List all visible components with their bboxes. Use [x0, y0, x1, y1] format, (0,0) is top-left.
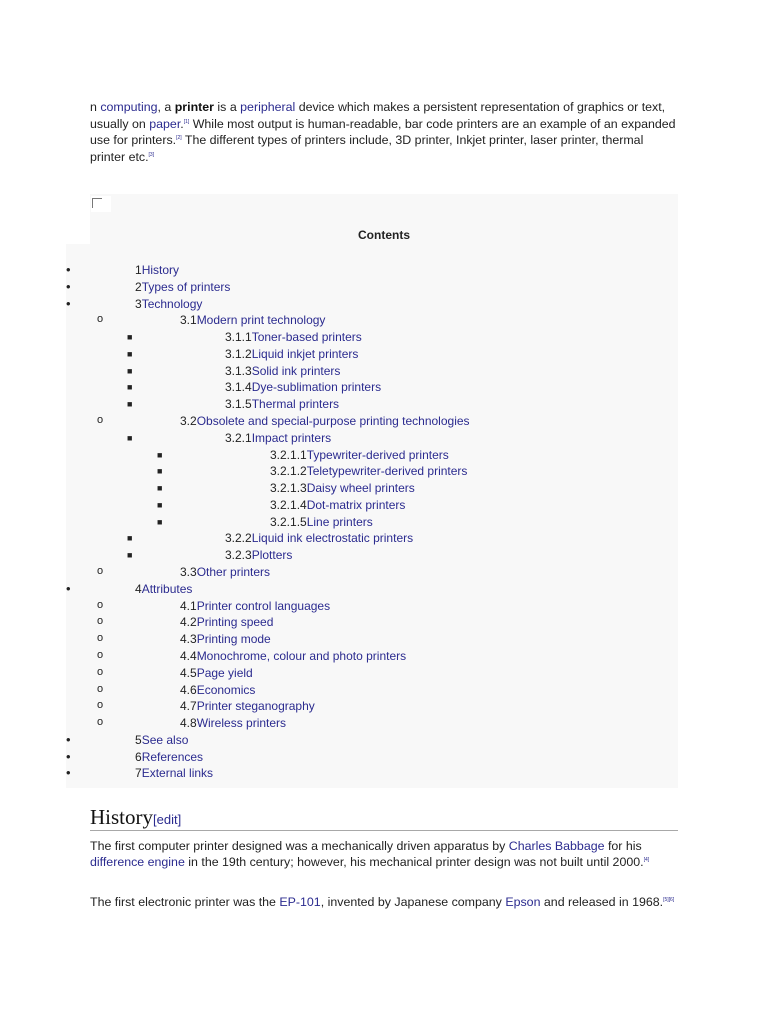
- paragraph-text: The first computer printer designed was a mechanically driven apparatus by: [90, 839, 509, 853]
- reference-link[interactable]: [1]: [183, 118, 190, 125]
- toc-bullet-icon: ■: [157, 516, 163, 527]
- toc-entry[interactable]: [225, 329, 362, 345]
- paragraph-text: , invented by Japanese company: [320, 895, 506, 909]
- toc-bullet-icon: o: [97, 414, 104, 427]
- toc-number: 3.1.1: [225, 330, 252, 345]
- toc-bullet-icon: ■: [127, 365, 133, 376]
- toc-link[interactable]: Thermal printers: [251, 397, 340, 412]
- toc-link[interactable]: Solid ink printers: [251, 363, 341, 378]
- toc-number: 3.1.3: [225, 363, 252, 378]
- toc-bullet-icon: ■: [157, 466, 163, 477]
- paragraph-text: and released in 1968.: [540, 895, 664, 909]
- toc-item[interactable]: [0, 430, 700, 446]
- toc-link[interactable]: References: [141, 749, 204, 764]
- toc-item[interactable]: [0, 413, 700, 429]
- paragraph-text: in the 19th century; however, his mechanical printer design was not built until 2000.: [184, 855, 644, 869]
- toc-item[interactable]: [0, 447, 700, 463]
- peripheral-link[interactable]: peripheral: [240, 100, 296, 114]
- ep-101-link[interactable]: EP-101: [279, 895, 321, 909]
- toc-item[interactable]: [0, 665, 700, 681]
- toc-entry[interactable]: [180, 665, 253, 681]
- toc-number: 3.2.1.5: [270, 514, 307, 529]
- history-paragraph-2: [90, 894, 680, 910]
- toc-bullet-icon: ■: [127, 432, 133, 443]
- toc-number: 4.5: [180, 665, 197, 680]
- toc-link[interactable]: Line printers: [306, 514, 373, 529]
- toc-link[interactable]: Plotters: [251, 548, 293, 563]
- toc-bullet-icon: ■: [127, 399, 133, 410]
- toc-bullet-icon: o: [97, 682, 104, 695]
- toc-number: 3.1.5: [225, 397, 252, 412]
- toc-link[interactable]: Typewriter-derived printers: [306, 447, 449, 462]
- toc-item[interactable]: [0, 581, 700, 597]
- toc-entry[interactable]: [270, 514, 373, 530]
- toc-bullet-icon: o: [97, 565, 104, 578]
- toc-number: 2: [135, 279, 142, 294]
- epson-link[interactable]: Epson: [505, 895, 541, 909]
- toc-number: 3.2.1.1: [270, 447, 307, 462]
- toc-item[interactable]: [0, 547, 700, 563]
- reference-link[interactable]: [5][6]: [663, 897, 675, 903]
- toc-entry[interactable]: [180, 564, 270, 580]
- toc-entry[interactable]: [270, 480, 415, 496]
- toc-number: 3.2.1.4: [270, 497, 307, 512]
- toc-number: 3.1: [180, 313, 197, 328]
- toc-link[interactable]: Obsolete and special-purpose printing technologies: [196, 414, 470, 429]
- toc-entry[interactable]: [225, 379, 381, 395]
- toc-link[interactable]: Liquid ink electrostatic printers: [251, 531, 414, 546]
- intro-paragraph: [90, 99, 680, 165]
- toc-entry[interactable]: [225, 396, 339, 412]
- toc-number: 3.1.2: [225, 346, 252, 361]
- toc-item[interactable]: [0, 312, 700, 328]
- toc-item[interactable]: [0, 279, 700, 295]
- toc-number: 3.2: [180, 414, 197, 429]
- toc-item[interactable]: [0, 396, 700, 412]
- reference-link[interactable]: [4]: [643, 857, 650, 863]
- toc-entry[interactable]: [270, 497, 405, 513]
- toc-bullet-icon: •: [66, 278, 71, 294]
- toc-link[interactable]: Attributes: [141, 581, 193, 596]
- toc-bullet-icon: o: [97, 632, 104, 645]
- toc-bullet-icon: •: [66, 748, 71, 764]
- toc-item[interactable]: [0, 765, 700, 781]
- toc-item[interactable]: [0, 363, 700, 379]
- toc-entry[interactable]: [225, 547, 292, 563]
- intro-text: .: [180, 116, 184, 131]
- toc-entry[interactable]: [180, 598, 330, 614]
- toc-entry[interactable]: [270, 463, 467, 479]
- charles-babbage-link[interactable]: Charles Babbage: [508, 839, 605, 853]
- toc-link[interactable]: Other printers: [196, 565, 271, 580]
- toc-number: 4.1: [180, 598, 197, 613]
- toc-link[interactable]: Printer control languages: [196, 598, 331, 613]
- toc-bullet-icon: o: [97, 313, 104, 326]
- toc-number: 4.6: [180, 682, 197, 697]
- toc-item[interactable]: [0, 682, 700, 698]
- toc-link[interactable]: Dot-matrix printers: [306, 497, 406, 512]
- toc-link[interactable]: History: [141, 263, 180, 277]
- toc-number: 3.3: [180, 565, 197, 580]
- toc-number: 5: [135, 732, 142, 747]
- toc-item[interactable]: [0, 329, 700, 345]
- reference-link[interactable]: [2]: [176, 135, 182, 141]
- toc-item[interactable]: [0, 631, 700, 647]
- intro-text: , a: [157, 100, 175, 114]
- toc-bullet-icon: •: [66, 765, 71, 781]
- toc-bullet-icon: •: [66, 731, 71, 747]
- toc-entry[interactable]: [135, 279, 230, 295]
- toc-number: 6: [135, 749, 142, 764]
- toc-number: 3.2.2: [225, 531, 252, 546]
- toc-number: 4.8: [180, 716, 197, 731]
- toc-link[interactable]: Types of printers: [141, 279, 231, 294]
- toc-item[interactable]: [0, 379, 700, 395]
- toc-item[interactable]: [0, 480, 700, 496]
- toc-number: 4.4: [180, 648, 197, 663]
- toc-link[interactable]: Liquid inkjet printers: [251, 346, 359, 361]
- toc-item[interactable]: [0, 530, 700, 546]
- toc-entry[interactable]: [225, 363, 340, 379]
- toc-toggle-checkbox[interactable]: [91, 196, 111, 212]
- paragraph-text: for his: [604, 839, 642, 853]
- toc-bullet-icon: o: [97, 699, 104, 712]
- toc-link[interactable]: Dye-sublimation printers: [251, 380, 382, 395]
- toc-link[interactable]: See also: [141, 732, 189, 747]
- history-paragraph-1: [90, 838, 680, 870]
- intro-text: The different types of printers include, 3D printer, Inkjet printer, laser printer, thermal printer etc.: [90, 133, 644, 164]
- toc-entry[interactable]: [180, 413, 470, 429]
- toc-entry[interactable]: [225, 530, 413, 546]
- toc-item[interactable]: [0, 346, 700, 362]
- toc-item[interactable]: [0, 564, 700, 580]
- paragraph-text: The first electronic printer was the: [90, 895, 280, 909]
- toc-entry[interactable]: [135, 296, 202, 312]
- toc-number: 4.3: [180, 632, 197, 647]
- toc-bullet-icon: ■: [127, 348, 133, 359]
- toc-link[interactable]: Wireless printers: [196, 716, 287, 731]
- toc-entry[interactable]: [135, 262, 179, 278]
- toc-item[interactable]: [0, 715, 700, 731]
- toc-bullet-icon: ■: [157, 483, 163, 494]
- toc-bullet-icon: ■: [157, 499, 163, 510]
- toc-entry[interactable]: [135, 732, 188, 748]
- toc-bullet-icon: o: [97, 648, 104, 661]
- toc-bullet-icon: o: [97, 598, 104, 611]
- toc-bullet-icon: •: [66, 580, 71, 596]
- toc-number: 4: [135, 581, 142, 596]
- toc-bullet-icon: •: [66, 262, 71, 277]
- toc-number: 7: [135, 766, 142, 781]
- toc-bullet-icon: ■: [157, 449, 163, 460]
- toc-number: 3.2.1: [225, 430, 252, 445]
- toc-bullet-icon: ■: [127, 550, 133, 561]
- toc-title: Contents: [358, 228, 410, 242]
- toc-entry[interactable]: [180, 648, 406, 664]
- toc-number: 3.2.3: [225, 548, 252, 563]
- intro-text: n: [90, 100, 101, 114]
- toc-entry[interactable]: [180, 312, 325, 328]
- difference-engine-link[interactable]: difference engine: [90, 855, 185, 869]
- toc-entry[interactable]: [225, 430, 331, 446]
- toc-bullet-icon: o: [97, 665, 104, 678]
- toc-link[interactable]: Toner-based printers: [251, 330, 362, 345]
- toc-number: 3.1.4: [225, 380, 252, 395]
- toc-item[interactable]: [0, 614, 700, 630]
- toc-link[interactable]: Impact printers: [251, 430, 332, 445]
- toc-entry[interactable]: [180, 614, 273, 630]
- toc-bullet-icon: o: [97, 615, 104, 628]
- toc-link[interactable]: Technology: [141, 296, 203, 311]
- toc-link[interactable]: Printer steganography: [196, 699, 315, 714]
- toc-link[interactable]: External links: [141, 766, 214, 781]
- toc-item[interactable]: [0, 749, 700, 765]
- toc-bullet-icon: ■: [127, 382, 133, 393]
- toc-number: 3.2.1.3: [270, 481, 307, 496]
- toc-entry[interactable]: [180, 698, 315, 714]
- toc-link[interactable]: Daisy wheel printers: [306, 481, 415, 496]
- computing-link[interactable]: computing: [100, 100, 158, 114]
- toc-item[interactable]: [0, 698, 700, 714]
- toc-item[interactable]: [0, 514, 700, 530]
- paper-link[interactable]: paper: [149, 116, 181, 131]
- toc-item[interactable]: [0, 648, 700, 664]
- toc-link[interactable]: Economics: [196, 682, 256, 697]
- toc-link[interactable]: Printing speed: [196, 615, 274, 630]
- toc-item[interactable]: [0, 598, 700, 614]
- toc-link[interactable]: Monochrome, colour and photo printers: [196, 648, 407, 663]
- toc-link[interactable]: Printing mode: [196, 632, 271, 647]
- toc-entry[interactable]: [135, 765, 213, 781]
- toc-bullet-icon: ■: [127, 332, 133, 343]
- toc-item[interactable]: [0, 262, 700, 278]
- toc-entry[interactable]: [180, 715, 286, 731]
- toc-item[interactable]: [0, 732, 700, 748]
- reference-link[interactable]: [3]: [148, 151, 155, 158]
- toc-number: 3: [135, 296, 142, 311]
- toc-entry[interactable]: [180, 631, 271, 647]
- toc-number: 4.7: [180, 699, 197, 714]
- toc-entry[interactable]: [135, 749, 203, 765]
- intro-text: device which makes a persistent representation of graphics or text, usually on: [90, 100, 666, 131]
- toc-bullet-icon: o: [97, 716, 104, 729]
- toc-entry[interactable]: [270, 447, 449, 463]
- toc-item[interactable]: [0, 463, 700, 479]
- toc-bullet-icon: ■: [127, 533, 133, 544]
- printer-bold-term: printer: [174, 100, 214, 114]
- toc-number: 3.2.1.2: [270, 464, 307, 479]
- toc-item[interactable]: [0, 296, 700, 312]
- toc-entry[interactable]: [135, 581, 192, 597]
- toc-item[interactable]: [0, 497, 700, 513]
- toc-number: 4.2: [180, 615, 197, 630]
- toc-number: 1: [135, 263, 142, 277]
- toc-bullet-icon: •: [66, 295, 71, 311]
- toc-link[interactable]: Modern print technology: [196, 313, 326, 328]
- intro-text: While most output is human-readable, bar code printers are an example of an expanded use for printers.: [90, 116, 676, 147]
- history-heading-text: History: [90, 805, 153, 829]
- intro-text: is a: [213, 100, 241, 114]
- toc-link[interactable]: Teletypewriter-derived printers: [306, 464, 468, 479]
- toc-entry[interactable]: [180, 682, 255, 698]
- toc-link[interactable]: Page yield: [196, 665, 253, 680]
- toc-entry[interactable]: [225, 346, 358, 362]
- history-heading: [90, 804, 678, 831]
- edit-link[interactable]: [edit]: [153, 812, 182, 827]
